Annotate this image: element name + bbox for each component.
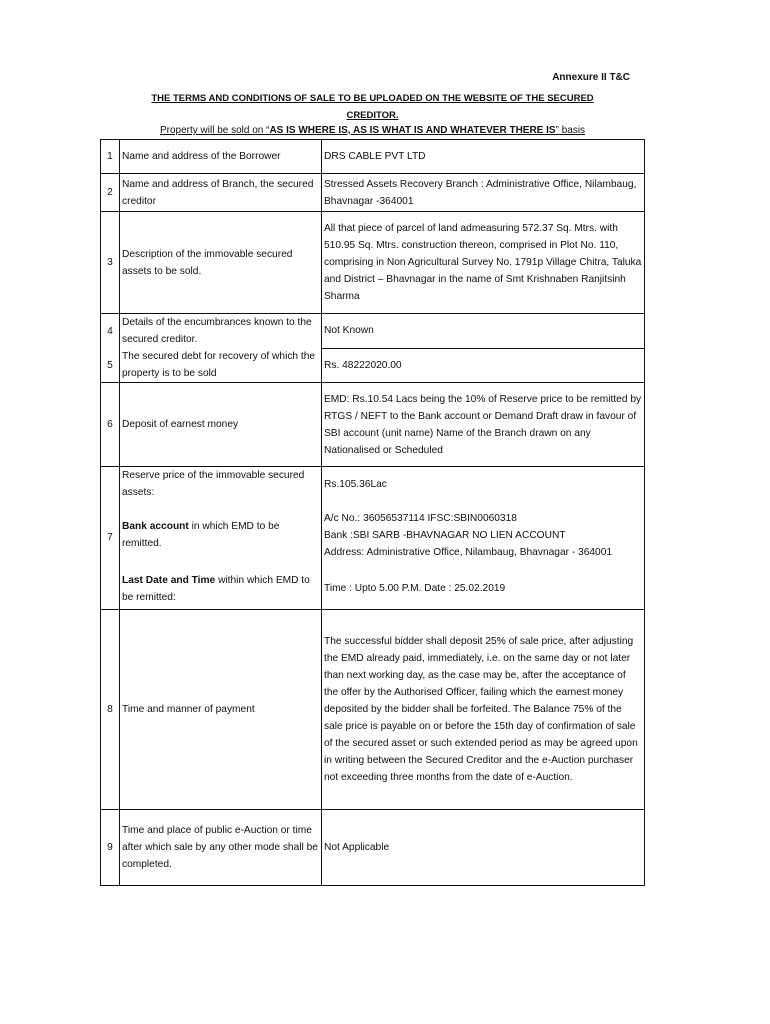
row-label: Name and address of Branch, the secured creditor <box>120 174 322 212</box>
subtitle-prefix: Property will be sold on “ <box>159 125 270 136</box>
bank-account-number: A/c No.: 36056537114 IFSC:SBIN0060318 <box>324 512 517 524</box>
table-row <box>101 609 645 809</box>
row-label: Name and address of the Borrower <box>120 140 322 174</box>
bank-account-value <box>322 501 645 569</box>
annexure-label: Annexure II T&C <box>552 72 630 83</box>
row-number: 4 <box>101 314 120 349</box>
row-number: 7 <box>101 467 120 610</box>
sale-basis-line <box>100 124 645 138</box>
row-label: Description of the immovable secured assets to be sold. <box>120 212 322 314</box>
table-row <box>101 174 645 212</box>
bank-account-label-bold: Bank account <box>122 521 189 532</box>
title-line-2: CREDITOR. <box>346 110 399 121</box>
title-line-1: THE TERMS AND CONDITIONS OF SALE TO BE UPLOADED ON THE WEBSITE OF THE SECURED <box>151 93 594 104</box>
row-number: 8 <box>101 609 120 809</box>
row-number: 1 <box>101 140 120 174</box>
row-number: 5 <box>101 348 120 383</box>
row-value: Rs. 48222020.00 <box>322 348 645 383</box>
table-row <box>101 314 645 349</box>
bank-account-label <box>120 501 322 569</box>
table-row <box>101 467 645 502</box>
table-row <box>101 501 645 569</box>
last-date-label-bold: Last Date and Time <box>122 574 216 586</box>
subtitle-bold: AS IS WHERE IS, AS IS WHAT IS AND WHATEVER THERE IS <box>269 125 556 136</box>
row-value: Stressed Assets Recovery Branch : Administrative Office, Nilambaug, Bhavnagar -364001 <box>322 174 645 212</box>
bank-name: Bank :SBI SARB -BHAVNAGAR NO LIEN ACCOUNT <box>324 529 566 541</box>
row-value: The successful bidder shall deposit 25% of sale price, after adjusting the EMD already paid, immediately, i.e. on the same day or not later than next working day, as the case may be, after the acceptance of the offer by the Authorised Officer, failing which the earnest money deposited by the bidder shall be forfeited. The Balance 75% of the sale price is payable on or before the 15th day of confirmation of sale of the secured asset or such extended period as may be agreed upon in writing between the Secured Creditor and the e-Auction purchaser not exceeding three months from the date of e-Auction. <box>322 609 645 809</box>
last-date-value: Time : Upto 5.00 P.M. Date : 25.02.2019 <box>322 569 645 609</box>
table-row <box>101 212 645 314</box>
row-value: Not Known <box>322 314 645 349</box>
row-value: All that piece of parcel of land admeasuring 572.37 Sq. Mtrs. with 510.95 Sq. Mtrs. construction thereon, comprised in Plot No. 110, comprising in Non Agricultural Survey No. 1791p Village Chitra, Taluka and District – Bhavnagar in the name of Smt Krishnaben Ranjitsinh Sharma <box>322 212 645 314</box>
table-row <box>101 348 645 383</box>
row-label: Time and place of public e-Auction or time after which sale by any other mode shall be completed. <box>120 809 322 885</box>
row-label: Details of the encumbrances known to the secured creditor. <box>120 314 322 349</box>
row-value: DRS CABLE PVT LTD <box>322 140 645 174</box>
table-row <box>101 140 645 174</box>
row-number: 6 <box>101 383 120 467</box>
row-label: The secured debt for recovery of which the property is to be sold <box>120 348 322 383</box>
last-date-label <box>120 569 322 609</box>
table-row <box>101 809 645 885</box>
table-row <box>101 383 645 467</box>
reserve-price-label: Reserve price of the immovable secured assets: <box>120 467 322 502</box>
row-value: EMD: Rs.10.54 Lacs being the 10% of Reserve price to be remitted by RTGS / NEFT to the Bank account or Demand Draft draw in favour of SBI account (unit name) Name of the Branch drawn on any Nationalised or Scheduled <box>322 383 645 467</box>
bank-account-label-rest: in which EMD to be remitted. <box>122 521 280 549</box>
table-row <box>101 569 645 609</box>
row-number: 3 <box>101 212 120 314</box>
row-label: Deposit of earnest money <box>120 383 322 467</box>
document-title <box>100 90 645 124</box>
last-date-label-rest: within which EMD to be remitted: <box>122 574 310 603</box>
row-number: 9 <box>101 809 120 885</box>
reserve-price-value: Rs.105.36Lac <box>322 467 645 502</box>
terms-table <box>100 139 645 886</box>
row-label: Time and manner of payment <box>120 609 322 809</box>
row-number: 2 <box>101 174 120 212</box>
subtitle-suffix: ” basis <box>555 125 586 136</box>
row-value: Not Applicable <box>322 809 645 885</box>
bank-address: Address: Administrative Office, Nilambaug, Bhavnagar - 364001 <box>324 546 613 558</box>
